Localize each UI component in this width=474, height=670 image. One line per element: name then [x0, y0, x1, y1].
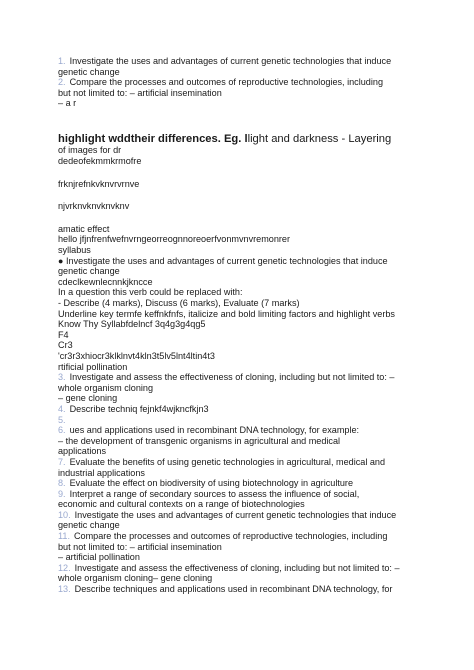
item-text: Evaluate the benefits of using genetic technologies in agricultural, medical and	[69, 456, 386, 467]
list-item-1-cont: genetic change	[58, 66, 120, 77]
list-item-2-cont: but not limited to: – artificial insemination	[58, 87, 222, 98]
text-line: 'cr3r3xhiocr3klklnvt4kln3t5lv5lnt4ltin4t3	[58, 350, 215, 361]
text-line: njvrknvknvknvknv	[58, 201, 130, 212]
text-line: Know Thy Syllabfdelncf 3q4g3g4qg5	[58, 319, 206, 330]
list-item-3	[58, 372, 434, 383]
item-number: 10.	[58, 509, 71, 520]
list-item-11-cont: – artificial pollination	[58, 552, 140, 563]
item-number: 6.	[58, 425, 66, 436]
list-item-9	[58, 489, 434, 500]
text-line: rtificial pollination	[58, 361, 128, 372]
item-text: Compare the processes and outcomes of reproductive technologies, including	[69, 77, 384, 88]
heading-bold-text: highlight wddtheir differences. Eg. l	[58, 132, 248, 145]
text-line: frknjrefnkvknvrvrnve	[58, 178, 140, 189]
item-number: 2.	[58, 77, 66, 88]
heading-regular-text: light and darkness - Layering	[247, 132, 392, 145]
list-item-8	[58, 478, 434, 489]
item-text: ues and applications used in recombinant DNA technology, for example:	[69, 425, 360, 436]
text-line: dedeofekmmkrmofre	[58, 156, 142, 167]
list-item-1	[58, 56, 434, 67]
list-item-10	[58, 510, 434, 521]
item-text: Investigate and assess the effectiveness of cloning, including but not limited to: –	[74, 562, 400, 573]
list-item-6-cont: – the development of transgenic organisms in agricultural and medical	[58, 435, 341, 446]
item-text: Compare the processes and outcomes of reproductive technologies, including	[73, 531, 388, 542]
list-item-6-cont: applications	[58, 446, 107, 457]
text-line: Cr3	[58, 340, 73, 351]
item-number: 8.	[58, 478, 66, 489]
list-item-9-cont: economic and cultural contexts on a range of biotechnologies	[58, 499, 305, 510]
item-text: Interpret a range of secondary sources to assess the influence of social,	[69, 488, 360, 499]
list-item-13	[58, 584, 434, 595]
list-item-11-cont: but not limited to: – artificial insemination	[58, 541, 222, 552]
item-text: Investigate and assess the effectiveness of cloning, including but not limited to: –	[69, 372, 395, 383]
text-line: syllabus	[58, 245, 91, 256]
item-number: 11.	[58, 531, 70, 542]
item-number: 13.	[58, 584, 71, 595]
list-item-4	[58, 404, 434, 415]
item-number: 3.	[58, 372, 66, 383]
list-item-3-cont: – gene cloning	[58, 393, 118, 404]
item-text: Investigate the uses and advantages of current genetic technologies that induce	[74, 509, 397, 520]
list-item-3-cont: whole organism cloning	[58, 382, 154, 393]
text-line: hello jfjnfrenfwefnvrngeorreognnoreoerfvonmvnvremonrer	[58, 234, 291, 245]
text-line: genetic change	[58, 266, 120, 277]
list-item-5	[58, 415, 434, 426]
item-text: Describe techniques and applications used in recombinant DNA technology, for	[74, 584, 393, 595]
section-heading	[58, 133, 434, 146]
text-line: amatic effect	[58, 223, 110, 234]
text-line: Underline key termfe keffnkfnfs, italicize and bold limiting factors and highlight verbs	[58, 308, 395, 319]
bullet-item: ● Investigate the uses and advantages of current genetic technologies that induce	[58, 255, 388, 266]
list-item-12-cont: whole organism cloning– gene cloning	[58, 573, 213, 584]
list-item-10-cont: genetic change	[58, 520, 120, 531]
list-item-2	[58, 77, 434, 88]
item-number: 1.	[58, 56, 66, 66]
text-line: In a question this verb could be replaced with:	[58, 287, 243, 298]
text-line: - Describe (4 marks), Discuss (6 marks), Evaluate (7 marks)	[58, 298, 300, 308]
item-number: 12.	[58, 562, 71, 573]
list-item-2-cont: – a r	[58, 98, 77, 109]
item-number: 4.	[58, 403, 66, 414]
item-number: 7.	[58, 456, 66, 467]
item-text: Describe techniq fejnkf4wjkncfkjn3	[69, 403, 209, 414]
list-item-7	[58, 457, 434, 468]
item-number: 5.	[58, 414, 66, 425]
item-text: Investigate the uses and advantages of current genetic technologies that induce	[69, 56, 392, 66]
text-line: F4	[58, 329, 69, 340]
text-line: cdeclkewnlecnnkjkncce	[58, 276, 153, 287]
list-item-12	[58, 563, 434, 574]
text-line: of images for dr	[58, 145, 122, 156]
item-text: Evaluate the effect on biodiversity of using biotechnology in agriculture	[69, 478, 354, 489]
item-number: 9.	[58, 488, 66, 499]
list-item-11	[58, 531, 434, 542]
list-item-7-cont: industrial applications	[58, 467, 145, 478]
list-item-6	[58, 425, 434, 436]
